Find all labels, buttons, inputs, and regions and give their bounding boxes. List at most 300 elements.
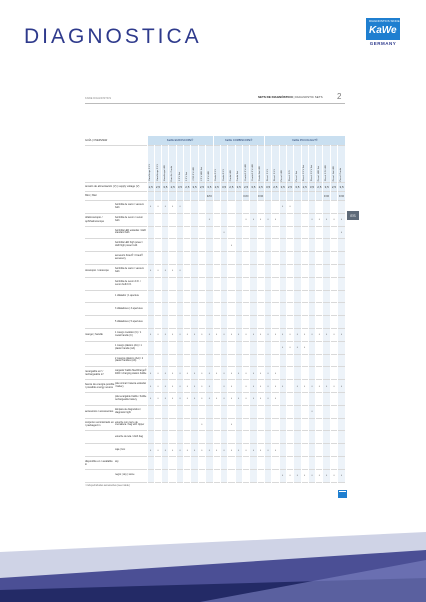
column-header: [316, 146, 323, 183]
row-feature: bombilla de vacío / vacuum bulb: [115, 266, 144, 273]
table-row: [85, 431, 345, 444]
table-cell: [286, 431, 293, 444]
column-header-label: Euro Sc. Combi: [171, 165, 174, 181]
column-header-label: 2.5 V LED Set: [200, 167, 203, 181]
table-cell: [191, 201, 198, 214]
table-cell: [294, 192, 301, 201]
table-cell: [316, 264, 323, 277]
table-cell: [147, 469, 154, 482]
table-cell: [198, 192, 205, 201]
table-cell: •: [301, 341, 308, 354]
table-cell: •: [338, 380, 345, 393]
table-cell: [257, 226, 264, 239]
column-header: [323, 146, 330, 183]
table-cell: [257, 290, 264, 303]
table-cell: •: [191, 392, 198, 405]
table-cell: [294, 456, 301, 469]
table-cell: [316, 418, 323, 431]
table-cell: [338, 418, 345, 431]
table-cell: [279, 444, 286, 457]
column-header-label: EuroScope 3.5 V: [156, 164, 159, 181]
table-cell: [198, 201, 205, 214]
table-cell: [184, 201, 191, 214]
table-cell: F/O: [338, 192, 345, 201]
logo-tagline: DIAGNOSTICS SINCE 1890: [369, 19, 408, 23]
table-cell: [301, 316, 308, 329]
table-cell: [250, 277, 257, 290]
table-cell: [154, 252, 161, 265]
table-cell: [198, 303, 205, 316]
row-feature: 3 dilatadores | 3 apertures: [115, 306, 143, 310]
table-cell: [279, 456, 286, 469]
table-cell: [169, 405, 176, 418]
table-cell: [272, 226, 279, 239]
table-cell: [169, 226, 176, 239]
table-cell: [301, 264, 308, 277]
table-cell: •: [191, 328, 198, 341]
table-cell: •: [250, 392, 257, 405]
table-cell: [220, 213, 227, 226]
table-cell: [154, 354, 161, 367]
table-cell: [286, 367, 293, 380]
table-cell: [235, 316, 242, 329]
column-header: [330, 146, 337, 183]
table-cell: [147, 354, 154, 367]
table-cell: [147, 213, 154, 226]
table-row: [85, 183, 345, 192]
table-cell: [169, 354, 176, 367]
table-cell: •: [286, 201, 293, 214]
row-feature: sky: [115, 460, 119, 464]
table-cell: •: [228, 380, 235, 393]
row-category: otoscopio / otoscope: [85, 264, 115, 277]
table-cell: [242, 277, 249, 290]
row-category: [85, 290, 115, 303]
table-cell: [330, 341, 337, 354]
table-cell: •: [257, 444, 264, 457]
column-header: [191, 146, 198, 183]
table-cell: [242, 431, 249, 444]
table-cell: [338, 431, 345, 444]
table-cell: [308, 303, 315, 316]
table-cell: [272, 431, 279, 444]
table-cell: [308, 290, 315, 303]
doc-code: KAWE DIAGNOSTICS: [85, 97, 112, 100]
table-row: [85, 469, 345, 482]
table-cell: •: [206, 367, 213, 380]
column-header-label: EuroScope 2.5 V: [149, 164, 152, 181]
table-cell: [184, 264, 191, 277]
table-cell: [286, 192, 293, 201]
table-cell: [162, 418, 169, 431]
table-cell: [176, 418, 183, 431]
kawe-cube-icon: [338, 490, 347, 498]
table-cell: [206, 264, 213, 277]
table-cell: [286, 405, 293, 418]
table-cell: [330, 277, 337, 290]
table-cell: [235, 192, 242, 201]
column-header: [176, 146, 183, 183]
table-cell: [330, 316, 337, 329]
table-cell: [323, 201, 330, 214]
table-cell: •: [147, 392, 154, 405]
table-cell: [198, 226, 205, 239]
table-cell: [338, 392, 345, 405]
table-cell: [162, 341, 169, 354]
table-cell: [220, 354, 227, 367]
row-category: oftalmoscopio / ophthalmoscope: [85, 213, 115, 226]
table-cell: F/O: [323, 192, 330, 201]
table-cell: [147, 316, 154, 329]
logo-brand: KaWe: [369, 25, 397, 36]
row-category: [85, 316, 115, 329]
table-cell: •: [206, 328, 213, 341]
table-cell: [198, 277, 205, 290]
table-cell: [294, 367, 301, 380]
table-cell: [147, 192, 154, 201]
table-cell: [147, 431, 154, 444]
table-cell: [257, 316, 264, 329]
table-cell: •: [316, 469, 323, 482]
table-cell: •: [169, 380, 176, 393]
table-cell: [316, 201, 323, 214]
table-cell: [338, 303, 345, 316]
decorative-wave: [0, 530, 426, 602]
table-cell: •: [250, 328, 257, 341]
table-cell: [191, 431, 198, 444]
column-header-label: Piccol. Set LED: [332, 165, 335, 181]
doc-heading-es: SETS DE DIAGNÓSTICO: [258, 95, 293, 99]
column-header-label: Piccol. 3.5 V Set: [310, 164, 313, 181]
table-cell: •: [147, 380, 154, 393]
table-cell: [206, 405, 213, 418]
table-cell: [235, 303, 242, 316]
table-cell: [206, 226, 213, 239]
table-cell: 3,5: [191, 183, 198, 192]
header-spacer: [85, 146, 147, 183]
table-cell: [213, 431, 220, 444]
table-cell: [264, 431, 271, 444]
table-cell: [147, 341, 154, 354]
table-cell: 3,5: [206, 183, 213, 192]
table-cell: •: [264, 328, 271, 341]
table-cell: [242, 354, 249, 367]
table-cell: •: [250, 213, 257, 226]
row-feature: bombilla de xenon F.O. / xenon bulb F.O.: [115, 279, 141, 286]
table-cell: •: [323, 469, 330, 482]
column-header: [147, 146, 154, 183]
table-cell: •: [308, 469, 315, 482]
column-header-label: Piccol. 2.5 V: [266, 168, 269, 181]
table-cell: [272, 418, 279, 431]
table-cell: [235, 469, 242, 482]
table-cell: [272, 303, 279, 316]
table-cell: [147, 303, 154, 316]
table-cell: [257, 303, 264, 316]
table-cell: [162, 456, 169, 469]
table-cell: 3,5: [294, 183, 301, 192]
table-cell: [264, 456, 271, 469]
table-cell: [272, 354, 279, 367]
table-cell: •: [242, 213, 249, 226]
table-cell: [154, 239, 161, 252]
table-cell: 2,5: [198, 183, 205, 192]
table-cell: •: [242, 444, 249, 457]
column-header: [235, 146, 242, 183]
table-cell: •: [257, 380, 264, 393]
doc-divider: [85, 103, 345, 104]
table-cell: [213, 316, 220, 329]
table-cell: •: [279, 341, 286, 354]
table-cell: [301, 431, 308, 444]
row-feature: 5 dilatadores | 5 apertures: [115, 319, 143, 323]
table-cell: •: [272, 392, 279, 405]
table-row: [85, 192, 345, 201]
column-header: [242, 146, 249, 183]
table-cell: [323, 341, 330, 354]
table-cell: [228, 264, 235, 277]
row-feature: accesorio Kraut® / Kraut® accessory: [115, 254, 143, 261]
table-cell: •: [169, 367, 176, 380]
table-cell: •: [228, 392, 235, 405]
table-cell: [220, 303, 227, 316]
table-cell: •: [308, 380, 315, 393]
table-cell: [184, 239, 191, 252]
table-cell: [242, 316, 249, 329]
table-cell: •: [154, 264, 161, 277]
table-cell: [316, 316, 323, 329]
table-cell: [264, 341, 271, 354]
table-cell: •: [213, 328, 220, 341]
table-cell: [294, 213, 301, 226]
table-cell: [308, 252, 315, 265]
table-cell: [162, 290, 169, 303]
table-cell: [213, 192, 220, 201]
table-cell: [169, 469, 176, 482]
table-cell: [250, 201, 257, 214]
column-header-label: Combi 3.5 V: [222, 168, 225, 181]
table-cell: [198, 341, 205, 354]
table-cell: [191, 303, 198, 316]
row-feature: estuche de tela / cloth bag: [115, 434, 143, 438]
table-cell: [154, 277, 161, 290]
table-cell: •: [198, 380, 205, 393]
table-cell: [242, 456, 249, 469]
table-cell: •: [257, 328, 264, 341]
table-cell: [220, 431, 227, 444]
table-cell: [184, 354, 191, 367]
table-cell: [264, 226, 271, 239]
column-header: [169, 146, 176, 183]
table-cell: •: [184, 328, 191, 341]
table-cell: [184, 469, 191, 482]
table-cell: [279, 418, 286, 431]
table-cell: [257, 405, 264, 418]
table-cell: •: [330, 213, 337, 226]
table-cell: •: [250, 367, 257, 380]
table-cell: [338, 316, 345, 329]
table-row: [85, 316, 345, 329]
column-header-label: Combi Set LED: [259, 165, 262, 181]
table-cell: [279, 316, 286, 329]
table-cell: •: [242, 328, 249, 341]
table-cell: [294, 354, 301, 367]
row-category: [85, 341, 115, 354]
table-cell: •: [162, 392, 169, 405]
table-cell: [169, 277, 176, 290]
table-cell: [279, 213, 286, 226]
table-cell: [316, 341, 323, 354]
table-cell: [206, 316, 213, 329]
table-cell: [176, 277, 183, 290]
table-cell: [316, 192, 323, 201]
table-cell: [169, 418, 176, 431]
table-cell: [294, 277, 301, 290]
row-category: tensión de alimentación (V) | supply voltage (V): [85, 183, 147, 192]
table-cell: •: [257, 367, 264, 380]
table-cell: [330, 418, 337, 431]
table-cell: [242, 290, 249, 303]
table-cell: [279, 192, 286, 201]
table-cell: [330, 239, 337, 252]
table-cell: [213, 418, 220, 431]
table-cell: •: [323, 328, 330, 341]
table-cell: [198, 213, 205, 226]
table-cell: [286, 444, 293, 457]
table-cell: [323, 418, 330, 431]
table-cell: •: [264, 367, 271, 380]
table-cell: [272, 469, 279, 482]
table-cell: [220, 239, 227, 252]
table-cell: [176, 252, 183, 265]
column-header-label: Piccol. Combi: [340, 167, 343, 181]
table-cell: [301, 213, 308, 226]
table-cell: [250, 405, 257, 418]
table-cell: [213, 303, 220, 316]
table-cell: [272, 290, 279, 303]
table-cell: [198, 405, 205, 418]
doc-page-number: 2: [337, 92, 342, 101]
table-cell: [147, 405, 154, 418]
table-cell: [264, 303, 271, 316]
table-cell: •: [286, 341, 293, 354]
table-cell: •: [162, 367, 169, 380]
table-cell: [294, 418, 301, 431]
row-feature: 2 mangos plástico (AA) / 2 plastic handles (AA): [115, 356, 144, 363]
table-cell: [279, 405, 286, 418]
table-cell: [242, 252, 249, 265]
table-cell: [169, 456, 176, 469]
table-cell: •: [169, 444, 176, 457]
table-cell: •: [213, 392, 220, 405]
table-row: [85, 444, 345, 457]
table-cell: [257, 201, 264, 214]
table-cell: [294, 405, 301, 418]
table-cell: [308, 341, 315, 354]
row-category: conjunto suministrado en / packaged in: [85, 418, 115, 431]
table-cell: [228, 303, 235, 316]
table-cell: [301, 201, 308, 214]
table-cell: [257, 469, 264, 482]
table-cell: [191, 213, 198, 226]
table-cell: [228, 354, 235, 367]
table-cell: [147, 456, 154, 469]
table-cell: [213, 226, 220, 239]
column-header: [162, 146, 169, 183]
table-cell: [294, 239, 301, 252]
table-cell: [228, 456, 235, 469]
table-cell: [264, 252, 271, 265]
table-cell: [286, 380, 293, 393]
table-cell: [147, 226, 154, 239]
table-cell: [338, 405, 345, 418]
column-header-label: Combi LED: [230, 169, 233, 181]
table-cell: •: [279, 469, 286, 482]
row-feature: pila normal / batería estándar / battery: [115, 382, 147, 389]
table-cell: [198, 264, 205, 277]
table-cell: F/O: [206, 192, 213, 201]
table-cell: [250, 316, 257, 329]
table-cell: •: [169, 201, 176, 214]
table-cell: •: [264, 380, 271, 393]
table-cell: [184, 290, 191, 303]
table-cell: [206, 290, 213, 303]
table-cell: [308, 316, 315, 329]
table-cell: [286, 264, 293, 277]
table-cell: •: [272, 213, 279, 226]
table-cell: [235, 264, 242, 277]
product-group-header: KaWe COMBISCOPE®: [213, 136, 264, 146]
table-cell: •: [198, 444, 205, 457]
table-guide-label: GUÍA | OVERVIEW: [85, 136, 147, 146]
table-cell: 3,5: [308, 183, 315, 192]
table-cell: 3,5: [235, 183, 242, 192]
table-cell: •: [316, 380, 323, 393]
table-cell: [198, 290, 205, 303]
table-cell: [294, 444, 301, 457]
table-cell: [301, 239, 308, 252]
table-cell: [220, 290, 227, 303]
table-cell: [206, 252, 213, 265]
table-row: [85, 367, 345, 380]
table-cell: [242, 303, 249, 316]
table-cell: [301, 277, 308, 290]
table-cell: [184, 418, 191, 431]
table-cell: •: [206, 444, 213, 457]
table-cell: •: [213, 444, 220, 457]
table-cell: [191, 252, 198, 265]
table-cell: [184, 277, 191, 290]
table-cell: [213, 201, 220, 214]
table-cell: [169, 316, 176, 329]
kawe-logo: [366, 18, 408, 48]
table-cell: •: [206, 380, 213, 393]
table-cell: [272, 316, 279, 329]
table-cell: [228, 316, 235, 329]
table-cell: [242, 469, 249, 482]
table-cell: 3,5: [279, 183, 286, 192]
row-category: [85, 201, 115, 214]
table-cell: 2,5: [169, 183, 176, 192]
table-cell: [338, 341, 345, 354]
table-cell: [184, 316, 191, 329]
table-cell: [250, 354, 257, 367]
table-cell: [279, 277, 286, 290]
table-cell: 2,5: [301, 183, 308, 192]
table-cell: [316, 431, 323, 444]
table-cell: [228, 252, 235, 265]
table-cell: [308, 192, 315, 201]
